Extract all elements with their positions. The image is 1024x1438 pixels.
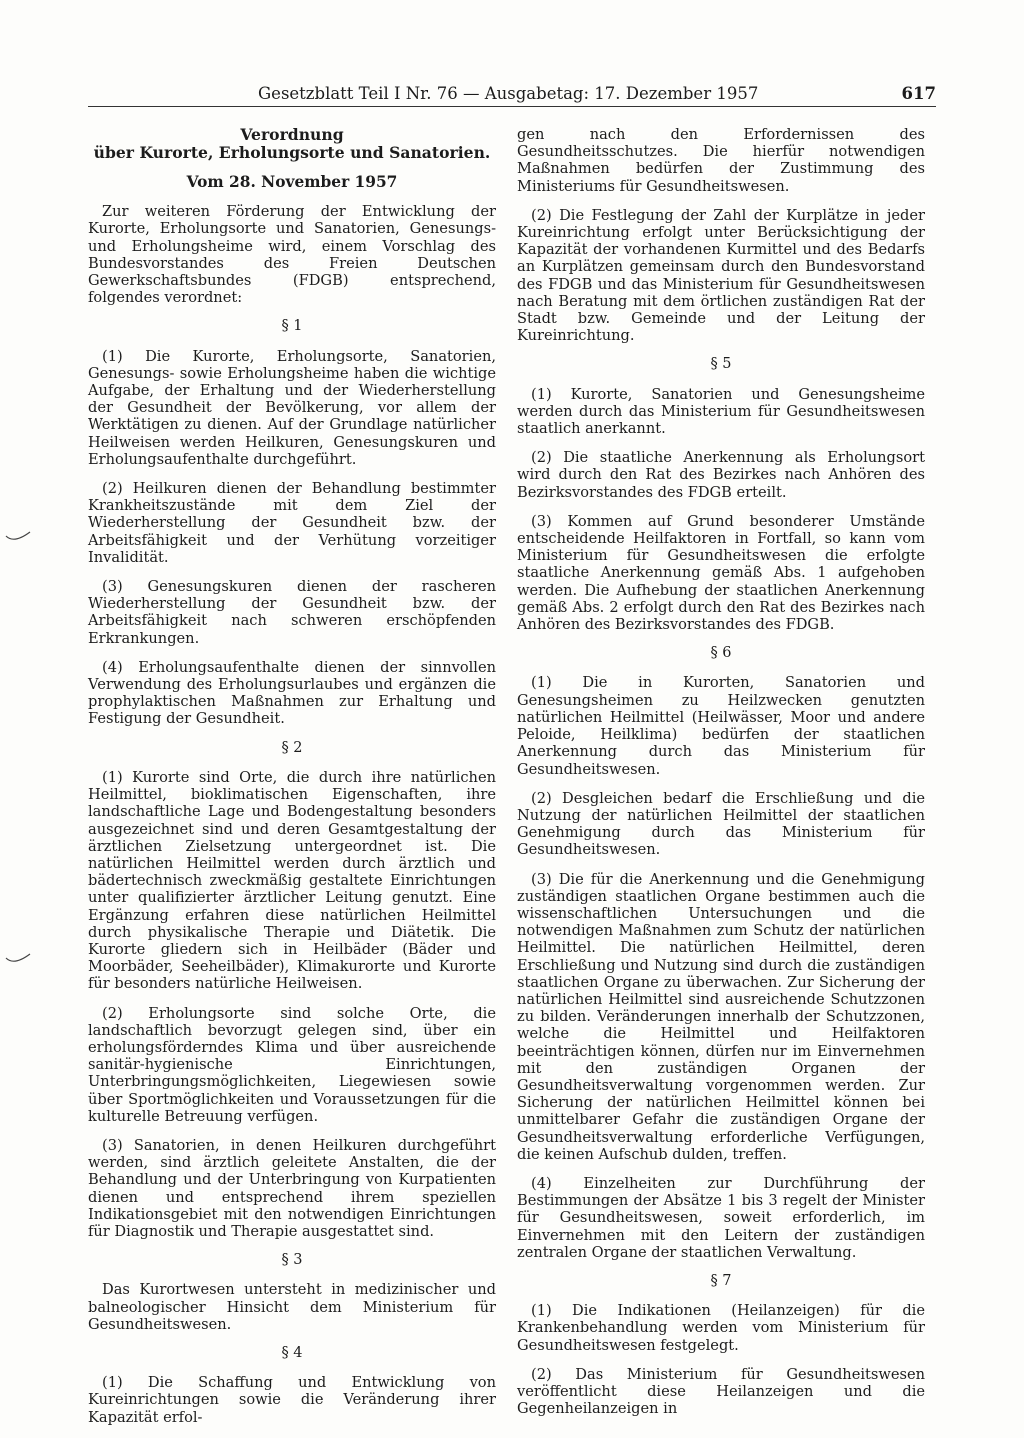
right-column bbox=[517, 126, 925, 1429]
paragraph: (2) Die Festlegung der Zahl der Kurplätze in jeder Kureinrichtung erfolgt unter Berücksichtigung der Kapazität der vorhandenen Kurmittel und des Bedarfs an Kurplätzen gemeinsam durch den Bundesvorstand des FDGB und das Ministerium für Gesundheitswesen nach Beratung mit dem örtlichen zuständigen Rat der Stadt bzw. Gemeinde und der Leitung der Kureinrichtung. bbox=[517, 206, 925, 345]
document-date: Vom 28. November 1957 bbox=[186, 173, 398, 191]
paragraph: (2) Das Ministerium für Gesundheitswesen veröffentlicht diese Heilanzeigen und die Gegenheilanzeigen in bbox=[517, 1365, 925, 1418]
gazette-title: Gesetzblatt Teil I Nr. 76 — Ausgabetag: 17. Dezember 1957 bbox=[258, 84, 759, 103]
section-7-heading: § 7 bbox=[710, 1272, 732, 1289]
margin-check-mark-icon bbox=[4, 530, 34, 544]
paragraph: (3) Sanatorien, in denen Heilkuren durchgeführt werden, sind ärztlich geleitete Anstalten, die der Behandlung und der Unterbringung von Kurpatienten dienen und entsprechend ihrem speziellen Indikationsgebiet mit den notwendigen Einrichtungen für Diagnostik und Therapie ausgestattet sind. bbox=[88, 1136, 496, 1240]
section-2-heading: § 2 bbox=[281, 739, 303, 756]
paragraph: (1) Kurorte, Sanatorien und Genesungsheime werden durch das Ministerium für Gesundheitswesen staatlich anerkannt. bbox=[517, 385, 925, 438]
paragraph: (1) Die Indikationen (Heilanzeigen) für die Krankenbehandlung werden vom Ministerium für Gesundheitswesen festgelegt. bbox=[517, 1302, 925, 1354]
page-header bbox=[88, 82, 936, 107]
paragraph: (3) Genesungskuren dienen der rascheren Wiederherstellung der Gesundheit bzw. der Arbeitsfähigkeit nach schweren erschöpfenden Erkrankungen. bbox=[88, 578, 496, 647]
paragraph-continuation: gen nach den Erfordernissen des Gesundheitsschutzes. Die hierfür notwendigen Maßnahmen bedürfen der Zustimmung des Ministeriums für Gesundheitswesen. bbox=[517, 126, 925, 195]
paragraph: (3) Kommen auf Grund besonderer Umstände entscheidende Heilfaktoren in Fortfall, so kann vom Ministerium für Gesundheitswesen die erfolgte staatliche Anerkennung gemäß Abs. 1 aufgehoben werden. Die Aufhebung der staatlichen Anerkennung gemäß Abs. 2 erfolgt durch den Rat des Bezirkes nach Anhören des Bezirksvorstandes des FDGB. bbox=[517, 512, 925, 634]
section-5-heading: § 5 bbox=[710, 356, 732, 373]
title-line-2: über Kurorte, Erholungsorte und Sanatorien. bbox=[93, 143, 491, 162]
paragraph: (4) Erholungsaufenthalte dienen der sinnvollen Verwendung des Erholungsurlaubes und ergänzen die prophylaktischen Maßnahmen zur Erhaltung und Festigung der Gesundheit. bbox=[88, 658, 496, 728]
paragraph: (4) Einzelheiten zur Durchführung der Bestimmungen der Absätze 1 bis 3 regelt der Minister für Gesundheitswesen, soweit erforderlich, im Einvernehmen mit den Leitern der zuständigen zentralen Organe der staatlichen Verwaltung. bbox=[517, 1174, 925, 1261]
section-3-heading: § 3 bbox=[281, 1252, 303, 1269]
left-column bbox=[88, 126, 496, 1438]
paragraph: (1) Die Schaffung und Entwicklung von Kureinrichtungen sowie die Veränderung ihrer Kapazität erfol- bbox=[88, 1374, 496, 1426]
margin-check-mark-icon bbox=[4, 952, 34, 966]
paragraph: (1) Die Kurorte, Erholungsorte, Sanatorien, Genesungs- sowie Erholungsheime haben die wichtige Aufgabe, der Erhaltung und der Wiederherstellung der Gesundheit der Bevölkerung, vor allem der Werktätigen zu dienen. Auf der Grundlage natürlicher Heilweisen werden Heilkuren, Genesungskuren und Erholungsaufenthalte durchgeführt. bbox=[88, 347, 496, 468]
title-line-1: Verordnung bbox=[240, 125, 344, 144]
page-number: 617 bbox=[901, 84, 936, 103]
paragraph: (2) Heilkuren dienen der Behandlung bestimmter Krankheitszustände mit dem Ziel der Wiederherstellung der Gesundheit bzw. der Arbeitsfähigkeit und der Verhütung vorzeitiger Invalidität. bbox=[88, 480, 496, 566]
section-6-heading: § 6 bbox=[710, 645, 732, 662]
paragraph: (1) Die in Kurorten, Sanatorien und Genesungsheimen zu Heilzwecken genutzten natürlichen Heilmittel (Heilwässer, Moor und andere Peloide, Heilklima) bedürfen der staatlichen Anerkennung durch das Ministerium für Gesundheitswesen. bbox=[517, 674, 925, 778]
paragraph: (2) Erholungsorte sind solche Orte, die landschaftlich bevorzugt gelegen sind, über ein erholungsförderndes Klima und über ausreichende sanitär-hygienische Einrichtungen, Unterbringungsmöglichkeiten, Liegewiesen sowie über Sportmöglichkeiten und Voraussetzungen für die kulturelle Betreuung verfügen. bbox=[88, 1004, 496, 1125]
section-4-heading: § 4 bbox=[281, 1344, 303, 1361]
document-title bbox=[88, 126, 496, 162]
paragraph: (2) Desgleichen bedarf die Erschließung und die Nutzung der natürlichen Heilmittel der staatlichen Genehmigung durch das Ministerium für Gesundheitswesen. bbox=[517, 789, 925, 859]
paragraph: (2) Die staatliche Anerkennung als Erholungsort wird durch den Rat des Bezirkes nach Anhören des Bezirksvorstandes des FDGB erteilt. bbox=[517, 449, 925, 501]
section-1-heading: § 1 bbox=[281, 318, 303, 335]
preamble: Zur weiteren Förderung der Entwicklung der Kurorte, Erholungsorte und Sanatorien, Genesungs- und Erholungsheime wird, einem Vorschlag des Bundesvorstandes des Freien Deutschen Gewerkschaftsbundes (FDGB) entsprechend, folgendes verordnet: bbox=[88, 203, 496, 307]
paragraph: (3) Die für die Anerkennung und die Genehmigung zuständigen staatlichen Organe bestimmen auch die wissenschaftlichen Untersuchungen und die notwendigen Maßnahmen zum Schutz der natürlichen Heilmittel. Die natürlichen Heilmittel, deren Erschließung und Nutzung sind durch die zuständigen staatlichen Organe zu überwachen. Zur Sicherung der natürlichen Heilmittel sind ausreichende Schutzzonen zu bilden. Veränderungen innerhalb der Schutzzonen, welche die Heilmittel und Heilfaktoren beeinträchtigen können, dürfen nur im Einvernehmen mit den zuständigen Organen der Gesundheitsverwaltung vorgenommen werden. Zur Sicherung der natürlichen Heilmittel können bei unmittelbarer Gefahr die zuständigen Organe der Gesundheitsverwaltung erforderliche Verfügungen, die keinen Aufschub dulden, treffen. bbox=[517, 870, 925, 1163]
paragraph: (1) Kurorte sind Orte, die durch ihre natürlichen Heilmittel, bioklimatischen Eigenschaften, ihre landschaftliche Lage und Bodengestaltung besonders ausgezeichnet sind und deren Gesamtgestaltung der ärztlichen Zielsetzung untergeordnet ist. Die natürlichen Heilmittel werden durch ärztlich und bädertechnisch zweckmäßig gestaltete Einrichtungen unter qualifizierter ärztlicher Leitung genutzt. Eine Ergänzung erfahren diese natürlichen Heilmittel durch physikalische Therapie und Diätetik. Die Kurorte gliedern sich in Heilbäder (Bäder und Moorbäder, Seeheilbäder), Klimakurorte und Kurorte für besonders natürliche Heilweisen. bbox=[88, 768, 496, 993]
paragraph: Das Kurortwesen untersteht in medizinischer und balneologischer Hinsicht dem Ministerium für Gesundheitswesen. bbox=[88, 1281, 496, 1333]
